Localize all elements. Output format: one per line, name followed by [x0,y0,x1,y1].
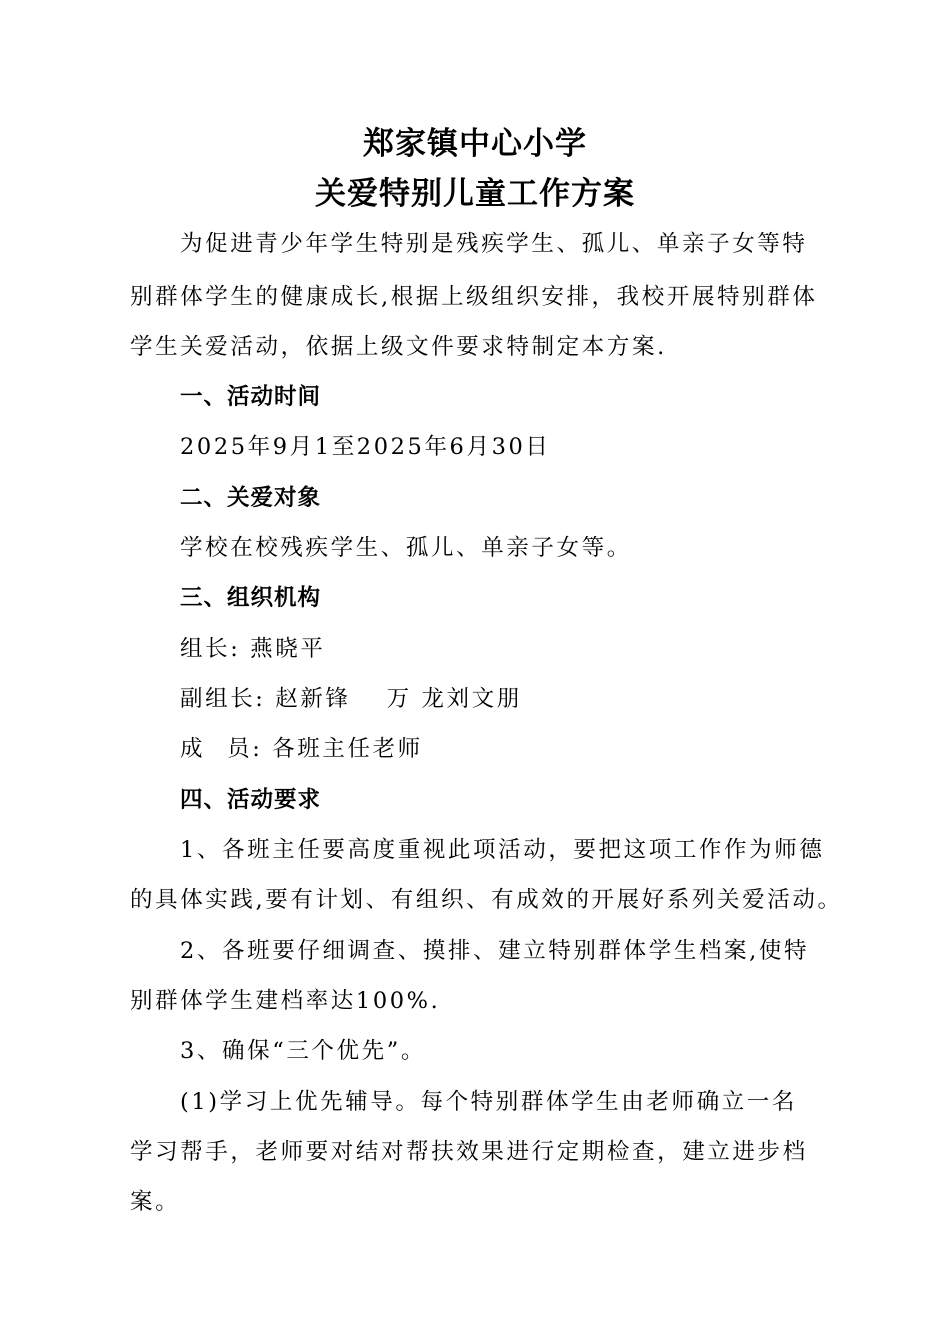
section-heading-activity-time: 一、活动时间 [180,384,322,410]
deputy-name: 赵新锋 [275,686,351,712]
deputy-name: 万 龙刘文朋 [386,686,522,712]
section-heading-organization: 三、组织机构 [180,585,322,611]
requirement-subitem: (1)学习上优先辅导。每个特别群体学生由老师确立一名 [180,1089,797,1115]
document-title-school: 郑家镇中心小学 [363,126,587,162]
requirement-item: 的具体实践,要有计划、有组织、有成效的开展好系列关爱活动。 [130,887,843,913]
requirement-item: 别群体学生建档率达100%. [130,988,441,1014]
activity-time-text: 2025年9月1至2025年6月30日 [180,434,551,460]
requirement-subitem: 案。 [130,1189,181,1215]
leader-line [180,632,850,666]
members-line [180,732,850,766]
intro-paragraph-line: 别群体学生的健康成长,根据上级组织安排，我校开展特别群体 [130,284,818,310]
section-heading-care-targets: 二、关爱对象 [180,485,322,511]
leader-label: 组长: [180,636,241,662]
care-targets-text: 学校在校残疾学生、孤儿、单亲子女等。 [180,535,632,561]
intro-paragraph-line: 学生关爱活动，依据上级文件要求特制定本方案. [130,334,667,360]
intro-paragraph-line: 为促进青少年学生特别是残疾学生、孤儿、单亲子女等特 [180,231,808,257]
members-label: 成 [180,736,206,762]
requirement-item: 2、各班要仔细调查、摸排、建立特别群体学生档案,使特 [180,938,810,964]
document-title-plan: 关爱特别儿童工作方案 [315,176,635,212]
section-heading-requirements: 四、活动要求 [180,787,322,813]
deputy-label: 副组长: [180,686,266,712]
deputy-leader-line [180,682,850,716]
requirement-item: 3、确保“三个优先”。 [180,1038,426,1064]
requirement-item: 1、各班主任要高度重视此项活动，要把这项工作作为师德 [180,837,825,863]
leader-name: 燕晓平 [250,636,326,662]
requirement-subitem: 学习帮手，老师要对结对帮扶效果进行定期检查，建立进步档 [130,1139,808,1165]
members-label: 员: [227,736,263,762]
members-value: 各班主任老师 [272,736,423,762]
